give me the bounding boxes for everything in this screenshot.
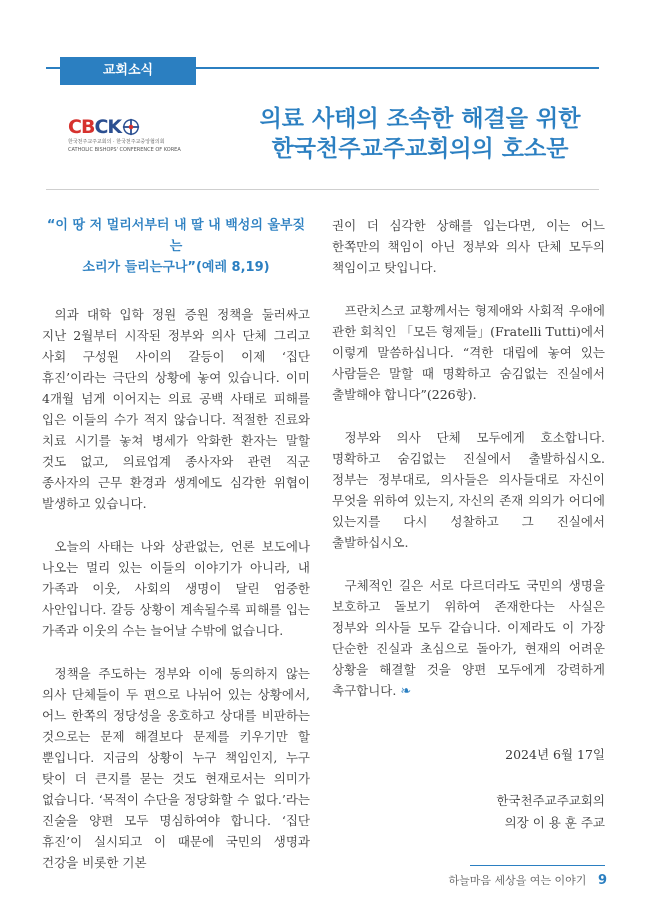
cbck-logo <box>68 116 198 154</box>
leaf-icon: ❧ <box>400 684 412 699</box>
title-line-1: 의료 사태의 조속한 해결을 위한 <box>259 106 581 132</box>
cross-globe-icon <box>122 118 140 136</box>
organization-name: 한국천주교주교회의 <box>496 793 605 808</box>
quote-line-2: 소리가 들리는구나”(예레 8,19) <box>82 260 270 275</box>
title-divider <box>46 189 599 190</box>
left-column <box>42 215 310 895</box>
body-paragraph: 정책을 주도하는 정부와 이에 동의하지 않는 의사 단체들이 두 편으로 나뉘어 있는 상황에서, 어느 한쪽의 정당성을 옹호하고 상대를 비판하는 것으로는 문제 해결보다 문제를 키우기만 할 뿐입니다. 지금의 상황이 누구 책임인지, 누구 탓이 더 큰지를 묻는 것도 현재로서는 의미가 없습니다. ‘목적이 수단을 정당화할 수 없다.’라는 진술을 양편 모두 명심하여야 합니다. ‘집단 휴진’이 실시되고 이 때문에 국민의 생명과 건강을 비롯한 기본 <box>42 666 310 870</box>
logo-subtitle-ko: 한국천주교주교회의 · 한국천주교중앙협의회 <box>68 139 165 145</box>
body-paragraph: 의과 대학 입학 정원 증원 정책을 둘러싸고 지난 2월부터 시작된 정부와 의사 단체 그리고 사회 구성원 사이의 갈등이 이제 ‘집단 휴진’이라는 극단의 상황에 놓여 있습니다. 이미 4개월 넘게 이어지는 의료 공백 사태로 피해를 입은 이들의 수가 적지 않습니다. 적절한 진료와 치료 시기를 놓쳐 병세가 악화한 환자는 말할 것도 없고, 의료업계 종사자와 관련 직군 종사자의 근무 환경과 생계에도 심각한 위협이 발생하고 있습니다. <box>42 307 310 511</box>
title-line-2: 한국천주교주교회의의 호소문 <box>271 136 569 162</box>
footer-caption: 하늘마음 세상을 여는 이야기 <box>448 874 587 887</box>
body-paragraph: 정부와 의사 단체 모두에게 호소합니다. 명확하고 숨김없는 진실에서 출발하십시오. 정부는 정부대로, 의사들은 의사들대로 자신이 무엇을 위하여 있는지, 자신의 존재 의의가 어디에 있는지를 다시 성찰하고 그 진실에서 출발하십시오. <box>332 430 605 550</box>
document-date: 2024년 6월 17일 <box>505 747 605 762</box>
body-paragraph <box>332 575 605 702</box>
right-column <box>332 215 605 724</box>
article-title <box>215 104 625 164</box>
signatory-name: 의장 이 용 훈 주교 <box>504 815 605 830</box>
scripture-quote <box>42 215 310 278</box>
body-paragraph: 프란치스코 교황께서는 형제애와 사회적 우애에 관한 회칙인 「모든 형제들」(Fratelli Tutti)에서 이렇게 말씀하십니다. “격한 대립에 놓여 있는 사람들은 말할 때 명확하고 숨김없는 진실에서 출발해야 합니다”(226항). <box>332 303 605 402</box>
quote-line-1: “이 땅 저 멀리서부터 내 딸 내 백성의 울부짖는 <box>46 218 306 254</box>
logo-wordmark: CBCK <box>68 116 122 138</box>
body-paragraph: 오늘의 사태는 나와 상관없는, 언론 보도에나 나오는 멀리 있는 이들의 이야기가 아니라, 내 가족과 이웃, 사회의 생명이 달린 엄중한 사안입니다. 갈등 상황이 계속될수록 피해를 입는 가족과 이웃의 수는 늘어날 수밖에 없습니다. <box>42 539 310 638</box>
signature-block <box>496 790 605 834</box>
final-paragraph-text: 구체적인 길은 서로 다르더라도 국민의 생명을 보호하고 돌보기 위하여 존재한다는 사실은 정부와 의사들 모두 같습니다. 이제라도 이 가장 단순한 진실과 초심으로 돌아가, 현재의 어려운 상황을 해결할 것을 양편 모두에게 강력하게 촉구합니다. <box>332 578 605 698</box>
logo-subtitle-en: CATHOLIC BISHOPS' CONFERENCE OF KOREA <box>68 147 181 153</box>
page-number: 9 <box>597 873 607 888</box>
footer-rule <box>470 865 605 866</box>
body-paragraph: 권이 더 심각한 상해를 입는다면, 이는 어느 한쪽만의 책임이 아닌 정부와 의사 단체 모두의 책임이고 탓입니다. <box>332 218 605 275</box>
section-tab: 교회소식 <box>60 57 196 85</box>
page-footer <box>448 872 607 888</box>
